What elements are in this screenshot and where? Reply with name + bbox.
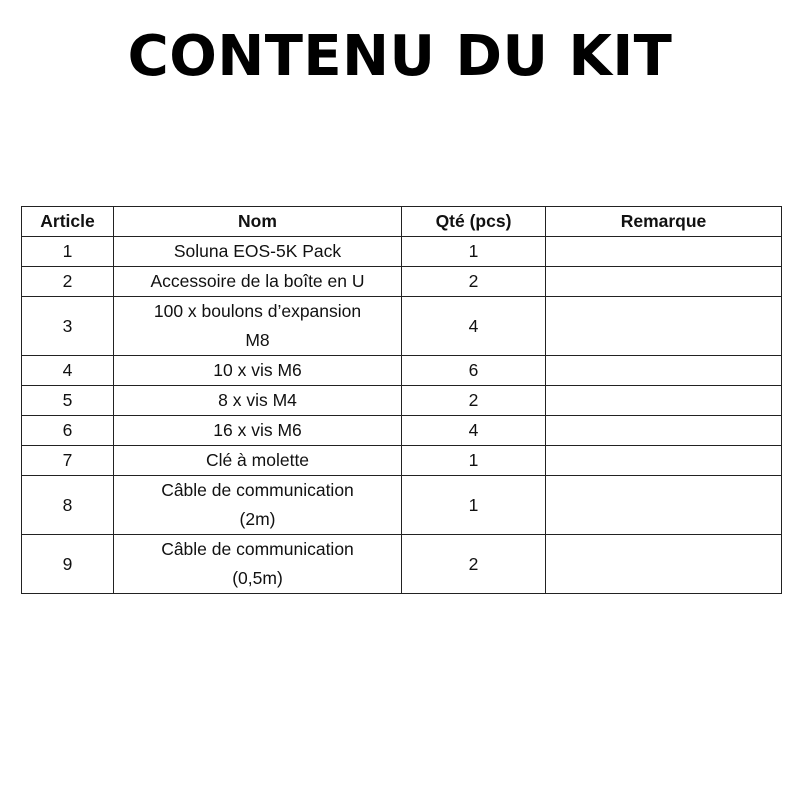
- cell-article: 7: [22, 446, 114, 476]
- table-row: [22, 237, 782, 267]
- cell-qte: 2: [402, 386, 546, 416]
- cell-qte: 1: [402, 476, 546, 535]
- cell-nom: Câble de communication (2m): [114, 476, 402, 535]
- cell-qte: 1: [402, 446, 546, 476]
- cell-nom: Clé à molette: [114, 446, 402, 476]
- table-row: [22, 446, 782, 476]
- cell-qte: 6: [402, 356, 546, 386]
- cell-article: 3: [22, 297, 114, 356]
- cell-remarque: [546, 535, 782, 594]
- cell-remarque: [546, 416, 782, 446]
- table-row: [22, 416, 782, 446]
- cell-qte: 2: [402, 267, 546, 297]
- table-row: [22, 297, 782, 356]
- table-row: [22, 476, 782, 535]
- cell-article: 9: [22, 535, 114, 594]
- cell-article: 4: [22, 356, 114, 386]
- cell-nom: Câble de communication (0,5m): [114, 535, 402, 594]
- cell-remarque: [546, 386, 782, 416]
- table-row: [22, 356, 782, 386]
- table-row: [22, 386, 782, 416]
- header-qte: Qté (pcs): [402, 207, 546, 237]
- cell-article: 5: [22, 386, 114, 416]
- cell-qte: 4: [402, 416, 546, 446]
- table-row: [22, 535, 782, 594]
- kit-contents-table: [21, 206, 782, 594]
- table-header-row: [22, 207, 782, 237]
- header-article: Article: [22, 207, 114, 237]
- page-title: CONTENU DU KIT: [127, 24, 673, 89]
- cell-article: 1: [22, 237, 114, 267]
- cell-article: 6: [22, 416, 114, 446]
- cell-qte: 1: [402, 237, 546, 267]
- cell-remarque: [546, 446, 782, 476]
- cell-article: 8: [22, 476, 114, 535]
- cell-remarque: [546, 297, 782, 356]
- cell-nom: Accessoire de la boîte en U: [114, 267, 402, 297]
- cell-nom: 100 x boulons d’expansion M8: [114, 297, 402, 356]
- cell-remarque: [546, 237, 782, 267]
- cell-remarque: [546, 476, 782, 535]
- cell-article: 2: [22, 267, 114, 297]
- header-remarque: Remarque: [546, 207, 782, 237]
- table-row: [22, 267, 782, 297]
- header-nom: Nom: [114, 207, 402, 237]
- cell-nom: Soluna EOS-5K Pack: [114, 237, 402, 267]
- cell-nom: 10 x vis M6: [114, 356, 402, 386]
- cell-qte: 2: [402, 535, 546, 594]
- cell-remarque: [546, 267, 782, 297]
- cell-qte: 4: [402, 297, 546, 356]
- cell-nom: 16 x vis M6: [114, 416, 402, 446]
- cell-remarque: [546, 356, 782, 386]
- cell-nom: 8 x vis M4: [114, 386, 402, 416]
